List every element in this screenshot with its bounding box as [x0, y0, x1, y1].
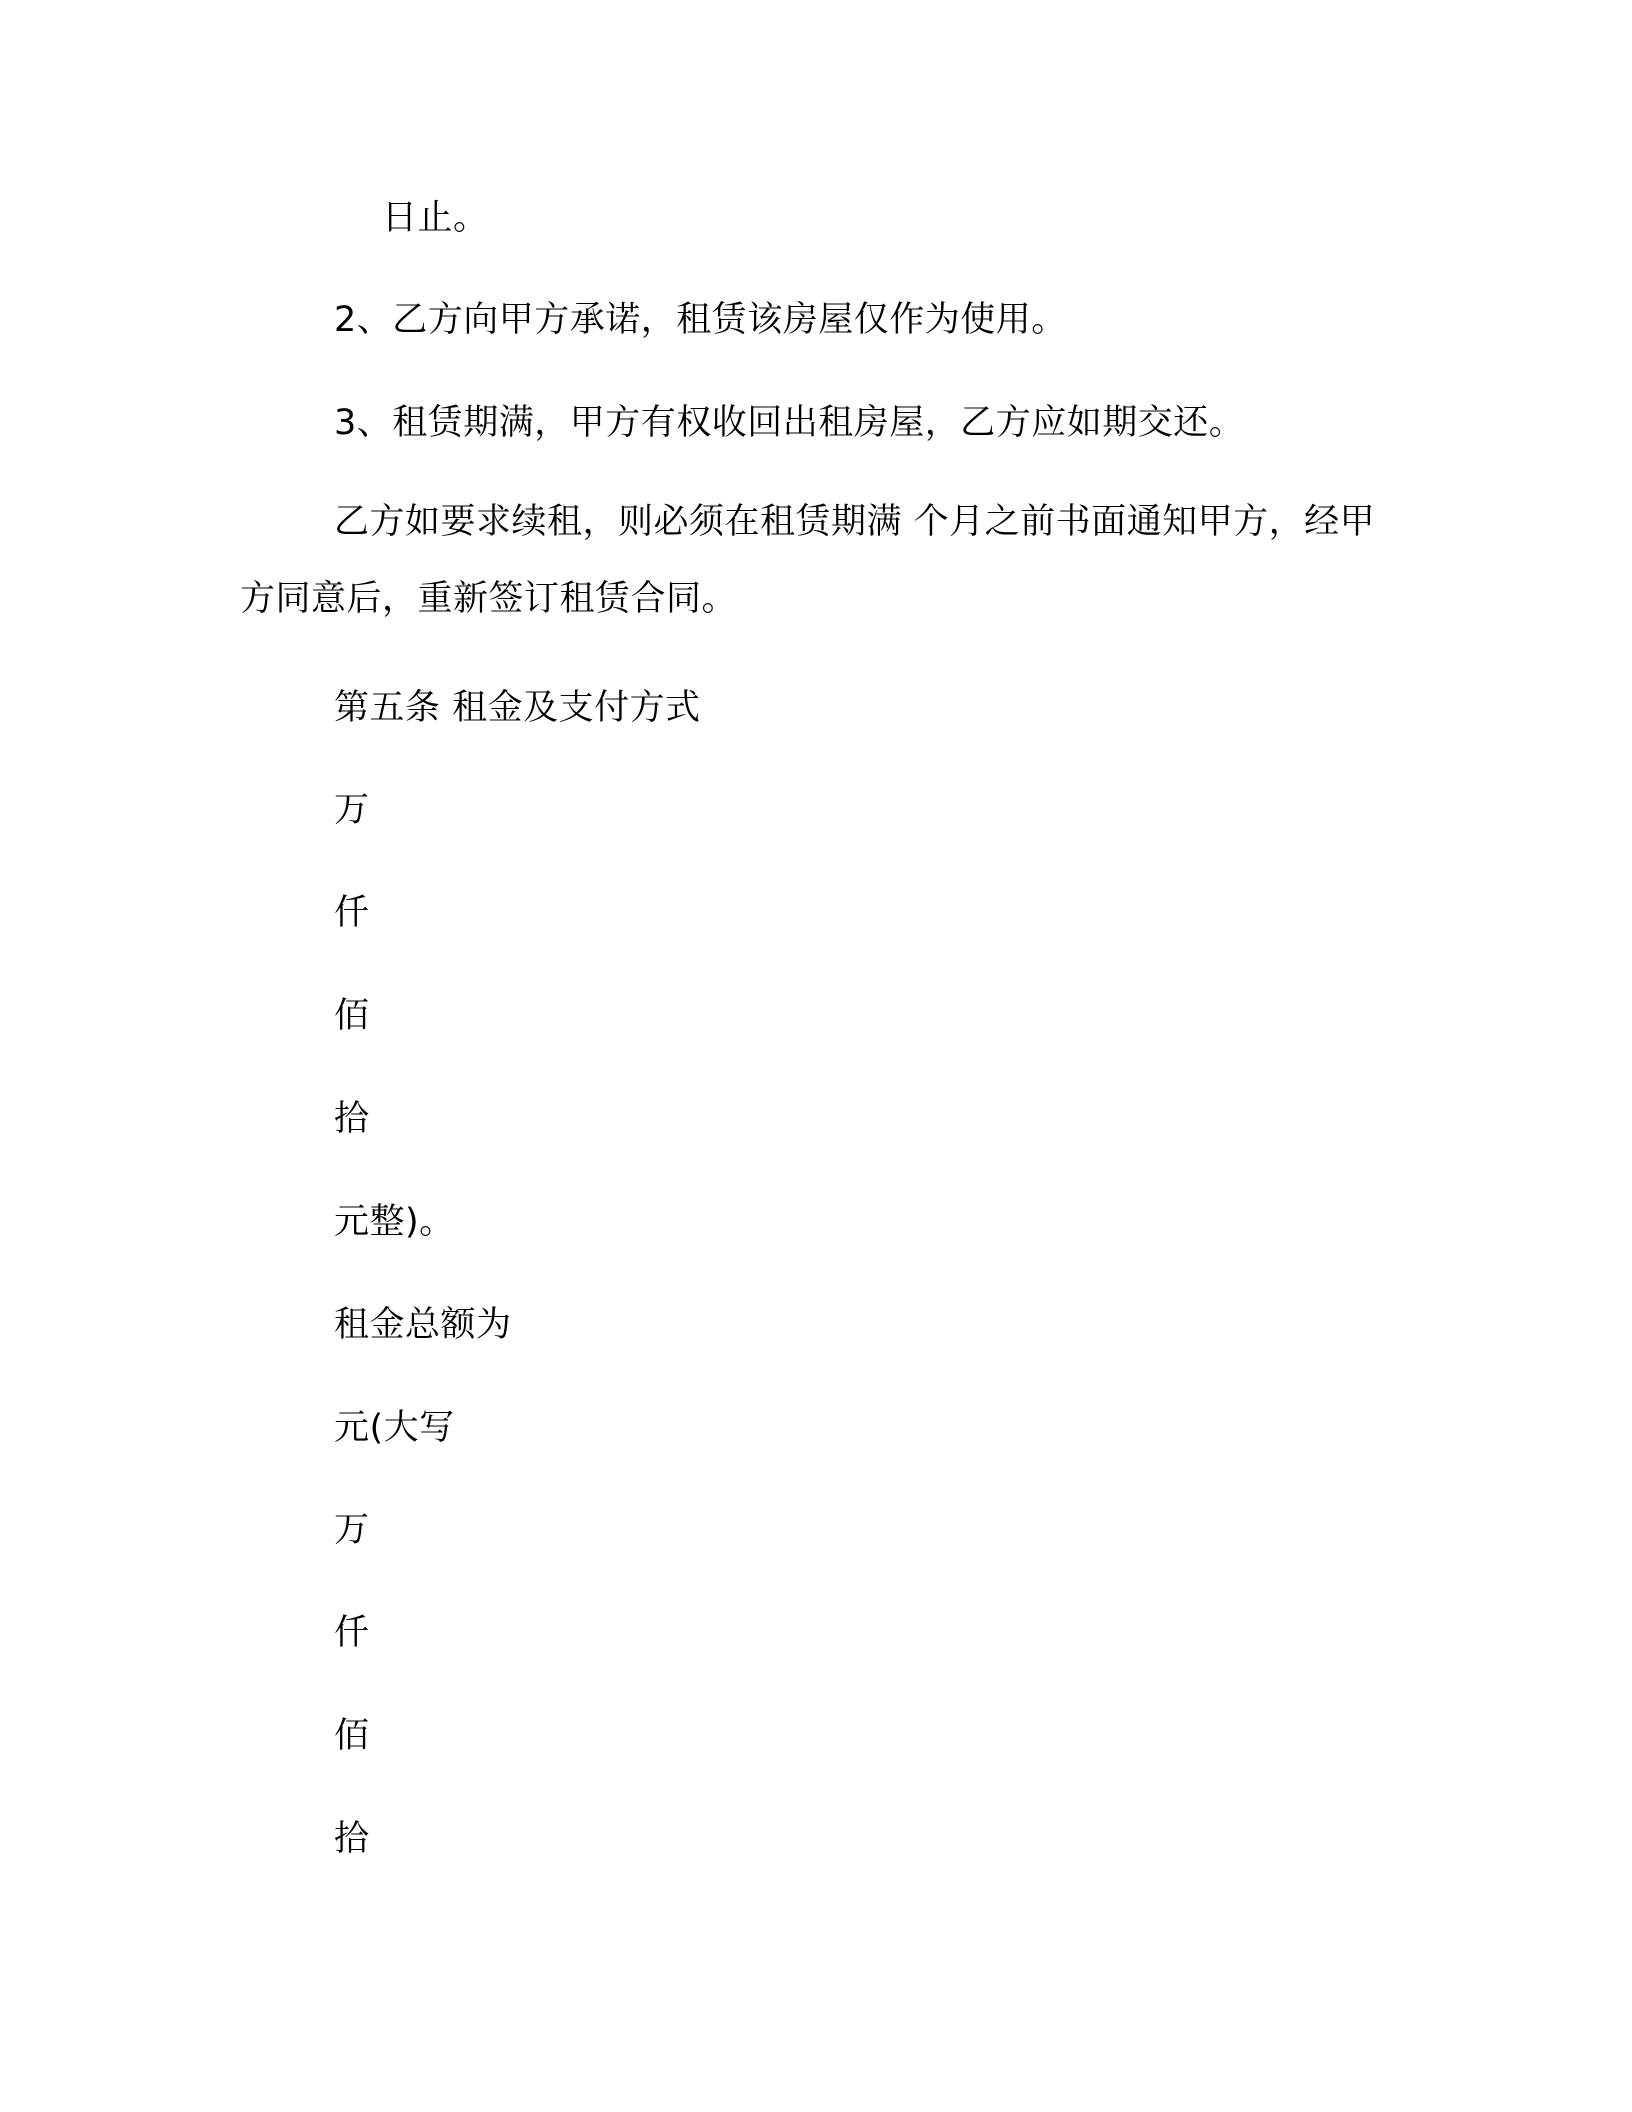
text-line-shi: 拾	[334, 1099, 370, 1139]
text-line-bai: 佰	[334, 996, 370, 1036]
text-line-total-rent: 租金总额为	[334, 1305, 512, 1345]
text-line-qian: 仟	[334, 893, 370, 933]
text-line-date-end: 日止。	[382, 198, 489, 238]
text-paragraph-renewal: 乙方如要求续租，则必须在租赁期满 个月之前书面通知甲方，经甲方同意后，重新签订租赁合同。	[240, 502, 1376, 619]
text-line-qian-2: 仟	[334, 1613, 370, 1653]
text-line-wan-2: 万	[334, 1510, 370, 1550]
section-heading-article-5: 第五条 租金及支付方式	[334, 688, 701, 728]
text-line-clause-3: 3、租赁期满，甲方有权收回出租房屋，乙方应如期交还。	[334, 403, 1245, 443]
text-line-yuan-zheng: 元整)。	[334, 1202, 455, 1242]
text-line-wan: 万	[334, 790, 370, 830]
text-line-shi-2: 拾	[334, 1819, 370, 1859]
text-line-yuan-uppercase: 元(大写	[334, 1408, 455, 1448]
text-line-bai-2: 佰	[334, 1716, 370, 1756]
text-line-clause-2: 2、乙方向甲方承诺，租赁该房屋仅作为使用。	[334, 300, 1067, 340]
